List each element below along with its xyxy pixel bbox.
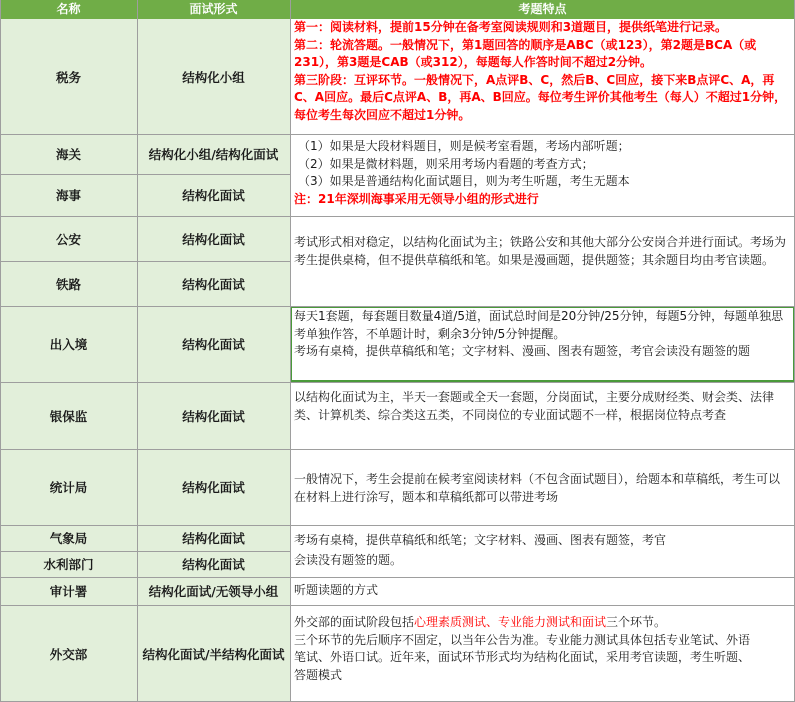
row-name-customs: 海关	[0, 134, 137, 174]
row-form-immigration: 结构化面试	[137, 306, 290, 382]
feature-cbirc-text: 以结构化面试为主，半天一套题或全天一套题，分岗面试，主要分成财经类、财会类、法律类、计算机类、综合类这五类，不同岗位的专业面试题不一样，根据岗位特点考查	[294, 390, 775, 422]
header-feature: 考题特点	[518, 2, 567, 16]
row-name-police: 公安	[0, 216, 137, 261]
feature-immigration	[290, 306, 795, 382]
row-form-water: 结构化面试	[137, 551, 290, 577]
grid-line	[0, 216, 795, 217]
feature-stats-text: 一般情况下，考生会提前在候考室阅读材料（不包含面试题目），给题本和草稿纸，考生可以在材料上进行涂写，题本和草稿纸都可以带进考场	[294, 472, 781, 504]
row-name-cbirc: 银保监	[0, 382, 137, 449]
table-header	[0, 0, 795, 19]
grid-line	[0, 525, 795, 526]
feature-foreign-p1-post: 三个环节。	[606, 615, 667, 629]
grid-line	[0, 605, 795, 606]
row-name-water: 水利部门	[0, 551, 137, 577]
row-form-police: 结构化面试	[137, 216, 290, 261]
feature-weather-water	[290, 530, 670, 574]
row-name-stats: 统计局	[0, 449, 137, 525]
row-name-railway: 铁路	[0, 261, 137, 306]
feature-tax-step3: 第三阶段：互评环节。一般情况下，A点评B、C，然后B、C回应，接下来B点评C、A，再C、A回应。最后C点评A、B，再A、B回应。每位考生评价其他考生（每人）不超过1分钟，每位考生每次回应不超过1分钟。	[294, 72, 787, 122]
row-name-maritime: 海事	[0, 174, 137, 216]
feature-tax	[290, 19, 795, 134]
row-form-customs: 结构化小组/结构化面试	[137, 134, 290, 174]
row-form-cbirc: 结构化面试	[137, 382, 290, 449]
row-name-audit: 审计署	[0, 577, 137, 605]
grid-line	[0, 551, 290, 552]
row-name-foreign: 外交部	[0, 605, 137, 702]
grid-line	[290, 0, 291, 702]
grid-line	[0, 134, 795, 135]
feature-foreign	[290, 614, 760, 700]
feature-audit	[290, 582, 795, 602]
row-form-audit: 结构化面试/无领导小组	[137, 577, 290, 605]
feature-customs-item3: （3）如果是普通结构化面试题目，则为考生听题，考生无题本	[298, 174, 630, 188]
grid-line	[0, 0, 1, 702]
row-form-maritime: 结构化面试	[137, 174, 290, 216]
feature-foreign-p1-red: 心理素质测试、专业能力测试和面试	[414, 615, 607, 629]
feature-audit-text: 听题读题的方式	[294, 583, 379, 597]
feature-tax-step1: 第一：阅读材料，提前15分钟在备考室阅读规则和3道题目，提供纸笔进行记录。	[294, 20, 728, 34]
row-form-tax: 结构化小组	[137, 19, 290, 134]
row-form-foreign: 结构化面试/半结构化面试	[137, 605, 290, 702]
feature-immigration-p2: 考场有桌椅，提供草稿纸和笔；文字材料、漫画、图表有题签，考官会读没有题签的题	[294, 344, 751, 358]
header-form: 面试形式	[189, 2, 238, 16]
feature-foreign-p2: 三个环节的先后顺序不固定，以当年公告为准。专业能力测试具体包括专业笔试、外语笔试、外语口试。近年来，面试环节形式均为结构化面试，采用考官读题，考生听题、答题模式	[294, 632, 751, 682]
feature-police-railway-text: 考试形式相对稳定，以结构化面试为主；铁路公安和其他大部分公安岗合并进行面试。考场为考生提供桌椅，但不提供草稿纸和笔。如果是漫画题，提供题签；其余题目均由考官读题。	[294, 235, 787, 267]
row-form-stats: 结构化面试	[137, 449, 290, 525]
grid-line	[0, 306, 795, 307]
grid-line	[0, 449, 795, 450]
row-name-tax: 税务	[0, 19, 137, 134]
feature-immigration-p1: 每天1套题，每套题目数量4道/5道，面试总时间是20分钟/25分钟，每题5分钟，每题单独思考单独作答，不单题计时，剩余3分钟/5分钟提醒。	[294, 309, 784, 341]
grid-line	[0, 261, 290, 262]
feature-customs-maritime	[290, 138, 795, 214]
grid-line	[0, 382, 795, 383]
row-form-weather: 结构化面试	[137, 525, 290, 551]
grid-line	[0, 577, 795, 578]
feature-cbirc	[290, 389, 795, 445]
grid-line	[137, 0, 138, 702]
row-name-immigration: 出入境	[0, 306, 137, 382]
feature-stats	[290, 471, 795, 511]
feature-tax-step2: 第二：轮流答题。一般情况下，第1题回答的顺序是ABC（或123），第2题是BCA（或231），第3题是CAB（或312），每题每人作答时间不超过2分钟。	[294, 37, 757, 69]
feature-customs-item1: （1）如果是大段材料题目，则是候考室看题，考场内部听题；	[298, 139, 630, 153]
row-name-weather: 气象局	[0, 525, 137, 551]
feature-foreign-p1-pre: 外交部的面试阶段包括	[294, 615, 415, 629]
feature-customs-item2: （2）如果是微材料题，则采用考场内看题的考查方式；	[298, 156, 594, 171]
feature-police-railway	[290, 234, 795, 294]
feature-customs-note: 注：21年深圳海事采用无领导小组的形式进行	[294, 191, 539, 206]
grid-line	[0, 174, 290, 175]
header-name: 名称	[56, 2, 81, 16]
row-form-railway: 结构化面试	[137, 261, 290, 306]
feature-weather-water-text: 考场有桌椅，提供草稿纸和纸笔；文字材料、漫画、图表有题签，考官会读没有题签的题。	[294, 533, 667, 567]
feature-foreign-p1	[294, 614, 756, 632]
